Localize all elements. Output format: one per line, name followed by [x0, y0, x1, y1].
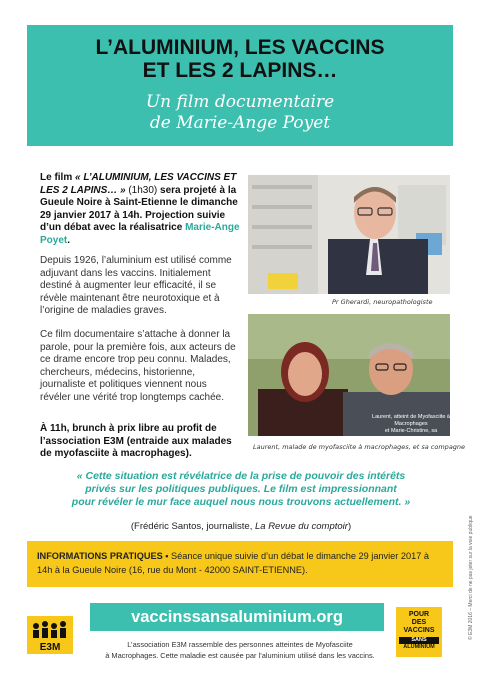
pour-des-vaccins-logo	[396, 607, 442, 657]
subtitle-line-1: Un film documentaire	[145, 92, 335, 112]
quote-line-3: pour révéler le mur face auquel nous nous trouvons actuellement. »	[71, 496, 411, 508]
title-banner	[27, 25, 453, 146]
pdv-line-4: SANS	[399, 637, 439, 644]
photo-couple	[248, 314, 450, 441]
photo-overlay-text	[372, 414, 450, 442]
pdv-line-1: POUR	[408, 611, 430, 618]
film-title	[27, 36, 453, 82]
film-title-line-1: L’ALUMINIUM, LES VACCINS	[95, 36, 385, 59]
quote-publication: La Revue du comptoir	[254, 521, 348, 532]
brunch-paragraph: À 11h, brunch à prix libre au profit de l’association E3M (entraide aux malades de myofasciite à macrophages).	[40, 423, 232, 459]
e3m-logo-text: E3M	[39, 642, 61, 653]
photo-professor	[248, 175, 450, 294]
side-credit: © E3M 2016 – Merci de ne pas jeter sur la voie publique	[468, 515, 474, 640]
overlay-line-1: Laurent, atteint de Myofasciite à Macrophages	[372, 414, 450, 427]
intro-text-1: Le film	[40, 172, 76, 183]
caption-couple: Laurent, malade de myofasciite à macrophages, et sa compagne	[253, 443, 466, 451]
intro-duration: (1h30)	[125, 184, 158, 196]
practical-info-box	[27, 541, 453, 587]
quote-author-end: )	[347, 521, 352, 532]
overlay-line-2: et Marie-Christine, sa compagne	[384, 428, 438, 441]
e3m-logo-graphic	[27, 616, 73, 654]
documentary-paragraph: Ce film documentaire s’attache à donner la parole, pour la première fois, aux acteurs de ce drame encore trop peu connu. Malades, chercheurs, médecins, historienne, journaliste et politiques viennent nous révéler une vérité trop longtemps cachée.	[40, 329, 236, 403]
intro-text-3: .	[67, 234, 71, 246]
intro-paragraph	[40, 172, 240, 247]
association-line-2: à Macrophages. Cette maladie est causée par l’aluminium utilisé dans les vaccins.	[105, 650, 375, 660]
subtitle-line-2: de Marie-Ange Poyet	[149, 113, 331, 133]
director-name: Marie-Ange Poyet	[40, 222, 240, 246]
professor-illustration	[248, 175, 450, 294]
quote-author: (Frédéric Santos, journaliste,	[130, 521, 255, 532]
pdv-line-3: VACCINS	[403, 627, 435, 634]
info-text: Séance unique suivie d’un débat le dimanche 29 janvier 2017 à 14h à la Gueule Noire (16, rue du Mont - 42000 SAINT-ETIENNE).	[37, 551, 429, 575]
quote-line-1: « Cette situation est révélatrice de la prise de pouvoir des intérêts	[76, 470, 406, 482]
e3m-logo	[27, 616, 73, 654]
intro-film-title: « L’ALUMINIUM, LES VACCINS ET LES 2 LAPINS… »	[40, 172, 237, 196]
info-label: INFORMATIONS PRATIQUES •	[37, 551, 169, 561]
pdv-line-2: DES	[411, 619, 427, 626]
quote-block	[36, 470, 446, 509]
association-line-1: L’association E3M rassemble des personnes atteintes de Myofasciite	[127, 640, 353, 649]
history-paragraph: Depuis 1926, l’aluminium est utilisé comme adjuvant dans les vaccins. Initialement destiné à augmenter leur efficacité, il se révèle maintenant être neurotoxique et à l’origine de maladies graves.	[40, 255, 232, 316]
association-description	[92, 640, 388, 661]
quote-attribution	[36, 521, 446, 532]
website-url[interactable]: vaccinssansaluminium.org	[90, 603, 384, 631]
pdv-line-5: ALUMINIUM	[403, 644, 435, 650]
film-subtitle	[27, 92, 453, 134]
intro-text-2: sera projeté à la Gueule Noire à Saint-Etienne le dimanche 29 janvier 2017 à 14h. Projection suivie d’un débat avec la réalisatrice	[40, 184, 238, 233]
caption-professor: Pr Gherardi, neuropathologiste	[332, 298, 433, 306]
quote-line-2: privés sur les politiques publiques. Le film est impressionnant	[85, 483, 397, 495]
film-title-line-2: ET LES 2 LAPINS…	[142, 59, 338, 82]
